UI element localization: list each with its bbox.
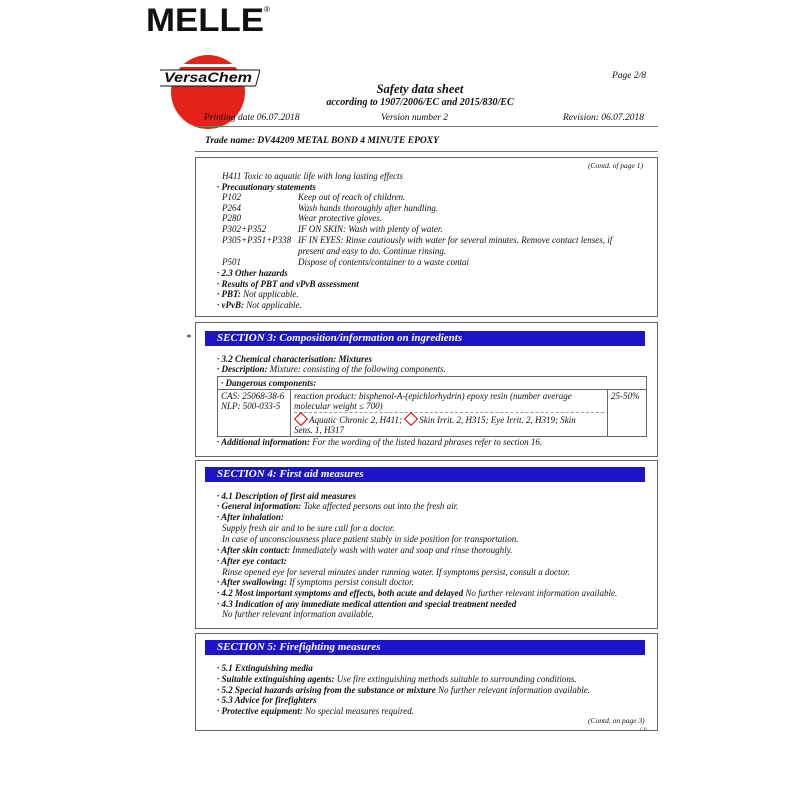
swallowing-value: If symptoms persist consult doctor. xyxy=(286,577,414,587)
after-inhalation: · After inhalation: xyxy=(217,512,284,522)
first-aid-description: · 4.1 Description of first aid measures xyxy=(217,491,357,501)
document-title: Safety data sheet xyxy=(376,82,464,96)
p-code: P102 xyxy=(222,192,241,202)
protective-equipment-label: · Protective equipment: xyxy=(217,706,303,716)
suitable-agents-value: Use fire extinguishing methods suitable to surrounding conditions. xyxy=(334,674,577,684)
suitable-agents-label: · Suitable extinguishing agents: xyxy=(217,674,335,684)
precautionary-heading: · Precautionary statements xyxy=(217,182,316,192)
skin-contact-label: · After skin contact: xyxy=(217,545,291,555)
melle-logo-text: MELLE xyxy=(146,4,264,34)
document-subtitle: according to 1907/2006/EC and 2015/830/EC xyxy=(326,97,514,108)
p-code: P264 xyxy=(222,203,241,213)
exclamation-hazard-icon xyxy=(404,412,418,426)
pbt-label: · PBT: xyxy=(217,289,241,299)
trade-name: Trade name: DV44209 METAL BOND 4 MINUTE EPOXY xyxy=(205,136,439,146)
special-hazards-label: · 5.2 Special hazards arising from the substance or mixture xyxy=(217,685,436,695)
immediate-attention: · 4.3 Indication of any immediate medical attention and special treatment needed xyxy=(217,599,517,609)
additional-info-value: For the wording of the listed hazard phrases refer to section 16. xyxy=(309,437,543,447)
hazard-class-1: Aquatic Chronic 2, H411; xyxy=(309,415,402,425)
general-info-label: · General information: xyxy=(217,501,302,511)
p-text: Wear protective gloves. xyxy=(298,213,383,223)
skin-contact-value: Immediately wash with water and soap and rinse thoroughly. xyxy=(290,545,513,555)
hazard-class-2: Skin Irrit. 2, H315; Eye Irrit. 2, H319; Skin xyxy=(419,415,576,425)
eye-contact-line: Rinse opened eye for several minutes under running water. If symptoms persist, consult a doctor. xyxy=(222,567,570,577)
component-name: reaction product: bisphenol-A-(epichlorhydrin) epoxy resin (number average xyxy=(294,391,572,401)
symptoms-label: · 4.2 Most important symptoms and effects, both acute and delayed xyxy=(217,588,464,598)
melle-logo xyxy=(146,4,272,39)
environment-hazard-icon xyxy=(294,412,308,426)
printing-date: Printing date 06.07.2018 xyxy=(204,113,300,123)
section4-title: SECTION 4: First aid measures xyxy=(205,467,645,482)
vpvb-label: · vPvB: xyxy=(217,300,244,310)
hazard-class-3: Sens. 1, H317 xyxy=(294,425,344,435)
p-text: present and easy to do. Continue rinsing. xyxy=(298,246,447,256)
vpvb-value: Not applicable. xyxy=(244,300,302,310)
swallowing-label: · After swallowing: xyxy=(217,577,287,587)
general-info-value: Take affected persons out into the fresh air. xyxy=(301,501,459,511)
no-further-info: No further relevant information available. xyxy=(222,609,374,619)
revision-date: Revision: 06.07.2018 xyxy=(563,113,645,123)
h411-statement: H411 Toxic to aquatic life with long lasting effects xyxy=(222,171,403,181)
after-eye-contact: · After eye contact: xyxy=(217,556,287,566)
identifier-cell xyxy=(218,390,291,437)
chem-characterisation: · 3.2 Chemical characterisation: Mixtures xyxy=(217,354,373,364)
other-hazards: · 2.3 Other hazards xyxy=(217,268,288,278)
header-rule xyxy=(195,126,658,127)
special-hazards-value: No further relevant information available. xyxy=(435,685,590,695)
gb-mark: GB xyxy=(640,728,647,733)
pbt-results: · Results of PBT and vPvB assessment xyxy=(217,279,359,289)
inhalation-line-1: Supply fresh air and to be sure call for a doctor. xyxy=(222,523,395,533)
version-number: Version number 2 xyxy=(381,113,449,123)
contd-from: (Contd. of page 1) xyxy=(588,161,643,170)
versachem-logo-text: VersaChem xyxy=(164,69,252,85)
contd-on: (Contd. on page 3) xyxy=(588,716,645,725)
description-label: · Description: xyxy=(217,364,268,374)
section3-title: SECTION 3: Composition/information on ingredients xyxy=(205,331,645,346)
p-text: Wash hands thoroughly after handling. xyxy=(298,203,439,213)
p-text: Dispose of contents/container to a waste contai xyxy=(298,257,469,267)
description-value: Mixture: consisting of the following components. xyxy=(267,364,446,374)
inhalation-line-2: In case of unconsciousness place patient stably in side position for transportation. xyxy=(222,534,519,544)
p-code: P501 xyxy=(222,257,241,267)
p-code: P280 xyxy=(222,213,241,223)
p-text: Keep out of reach of children. xyxy=(298,192,406,202)
protective-equipment-value: No special measures required. xyxy=(302,706,414,716)
registered-mark: ® xyxy=(264,5,270,14)
pbt-value: Not applicable. xyxy=(240,289,299,299)
table-row xyxy=(218,390,647,437)
trade-name-rule xyxy=(195,151,658,152)
extinguishing-media: · 5.1 Extinguishing media xyxy=(217,663,313,673)
dangerous-components-heading: · Dangerous components: xyxy=(218,377,647,390)
p-code: P305+P351+P338 xyxy=(222,235,292,245)
versachem-logo xyxy=(160,40,260,145)
additional-info-label: · Additional information: xyxy=(217,437,310,447)
section5-title: SECTION 5: Firefighting measures xyxy=(205,640,645,655)
revision-star: * xyxy=(186,333,191,344)
page-number: Page 2/8 xyxy=(611,71,646,81)
components-table xyxy=(217,376,647,437)
p-text: IF IN EYES: Rinse cautiously with water for several minutes. Remove contact lenses, if xyxy=(298,235,613,245)
percent-cell: 25-50% xyxy=(608,390,647,437)
nlp-number: NLP: 500-033-5 xyxy=(221,401,281,411)
component-cell xyxy=(291,390,608,437)
advice-firefighters: · 5.3 Advice for firefighters xyxy=(217,695,317,705)
symptoms-value: No further relevant information available. xyxy=(463,588,618,598)
p-text: IF ON SKIN: Wash with plenty of water. xyxy=(298,224,443,234)
cas-number: CAS: 25068-38-6 xyxy=(221,391,285,401)
p-code: P302+P352 xyxy=(222,224,267,234)
component-name-cont: molecular weight ≤ 700) xyxy=(294,401,383,411)
